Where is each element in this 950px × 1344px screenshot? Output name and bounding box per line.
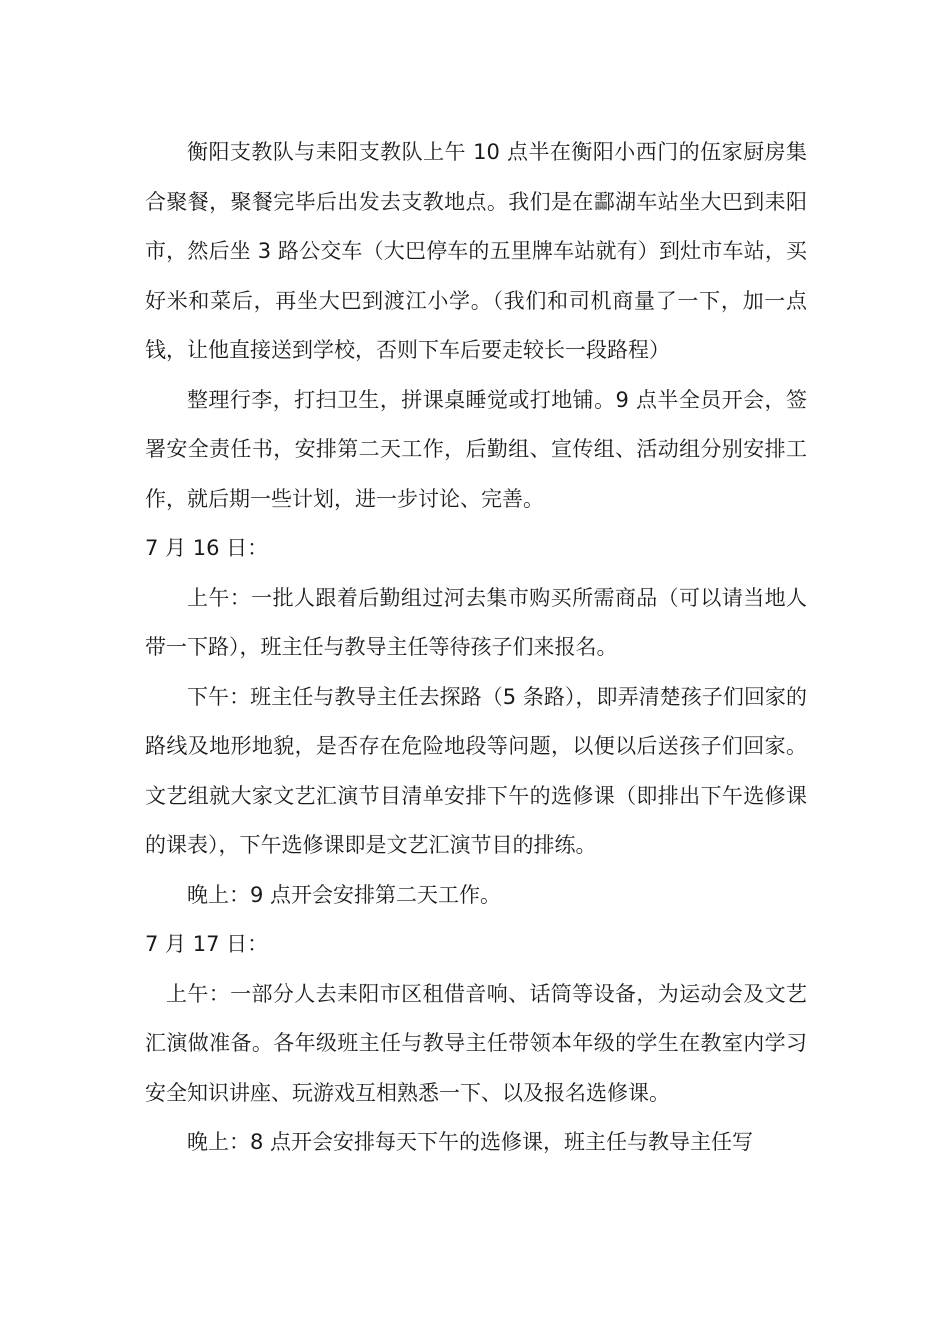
date-heading-july-16: 7 月 16 日： [145,536,269,560]
paragraph-july16-morning: 上午：一批人跟着后勤组过河去集市购买所需商品（可以请当地人带一下路），班主任与教导主任等待孩子们来报名。 [145,585,807,659]
paragraph-july16-afternoon: 下午：班主任与教导主任去探路（5 条路），即弄清楚孩子们回家的路线及地形地貌，是否存在危险地段等问题，以便以后送孩子们回家。文艺组就大家文艺汇演节目清单安排下午的选修课（即排出下午选修课的课表），下午选修课即是文艺汇演节目的排练。 [145,684,807,857]
document-body [145,128,807,1168]
date-heading-july-17: 7 月 17 日： [145,932,269,956]
paragraph-day1-evening: 整理行李，打扫卫生，拼课桌睡觉或打地铺。9 点半全员开会，签署安全责任书，安排第二天工作，后勤组、宣传组、活动组分别安排工作，就后期一些计划，进一步讨论、完善。 [145,387,807,511]
paragraph-day1-travel: 衡阳支教队与耒阳支教队上午 10 点半在衡阳小西门的伍家厨房集合聚餐，聚餐完毕后出发去支教地点。我们是在酃湖车站坐大巴到耒阳市，然后坐 3 路公交车（大巴停车的五里牌车站就有）到灶市车站，买好米和菜后，再坐大巴到渡江小学。（我们和司机商量了一下，加一点钱，让他直接送到学校，否则下车后要走较长一段路程） [145,140,807,362]
paragraph-july16-evening: 晚上：9 点开会安排第二天工作。 [187,882,502,907]
paragraph-july17-evening: 晚上：8 点开会安排每天下午的选修课，班主任与教导主任写 [187,1130,754,1154]
paragraph-july17-morning: 上午：一部分人去耒阳市区租借音响、话筒等设备，为运动会及文艺汇演做准备。各年级班主任与教导主任带领本年级的学生在教室内学习安全知识讲座、玩游戏互相熟悉一下、以及报名选修课。 [145,981,807,1105]
